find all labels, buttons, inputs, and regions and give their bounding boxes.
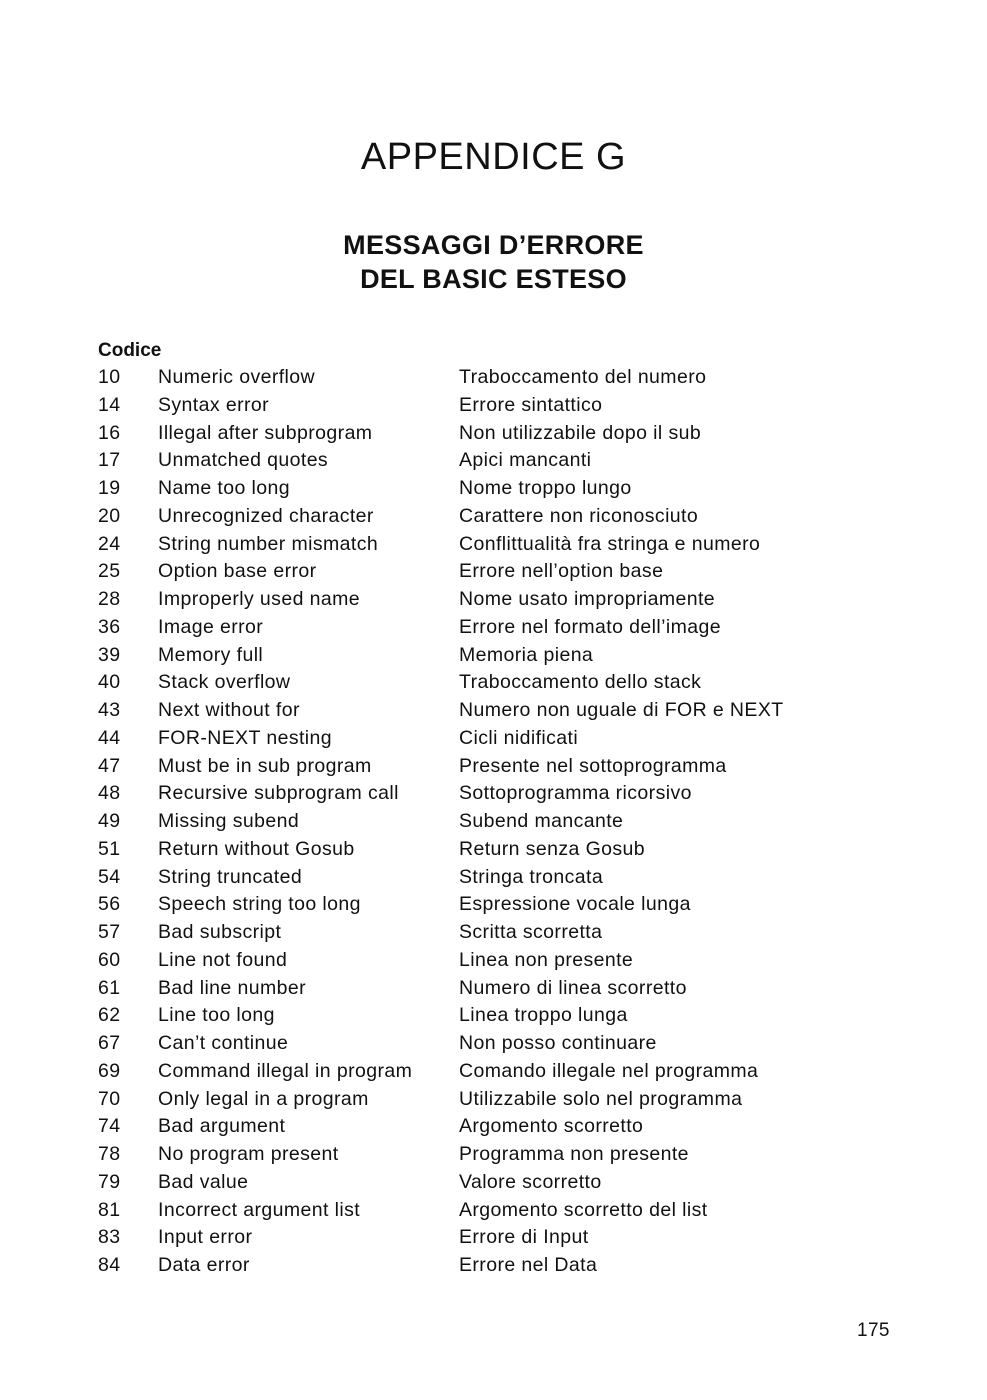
- error-message-english: Next without for: [158, 699, 300, 721]
- error-code: 20: [98, 504, 121, 527]
- error-message-italian: Scritta scorretta: [459, 921, 603, 943]
- table-row: [98, 1252, 858, 1280]
- error-code: 17: [98, 449, 121, 472]
- error-message-english: Return without Gosub: [158, 837, 355, 860]
- error-message-english: Bad subscript: [158, 921, 282, 943]
- error-message-english: Unmatched quotes: [158, 449, 329, 472]
- error-message-english: Missing subend: [158, 810, 300, 832]
- error-code: 60: [98, 948, 121, 971]
- error-message-english: Illegal after subprogram: [158, 421, 373, 444]
- table-row: [98, 531, 858, 559]
- table-row: [98, 975, 858, 1003]
- error-message-english: String truncated: [158, 865, 303, 888]
- error-message-english: Only legal in a program: [158, 1087, 369, 1110]
- table-row: [98, 1002, 858, 1030]
- error-message-italian: Non posso continuare: [459, 1032, 657, 1054]
- table-row: [98, 503, 858, 531]
- error-code: 61: [98, 976, 121, 999]
- error-message-italian: Return senza Gosub: [459, 837, 646, 860]
- table-row: [98, 1141, 858, 1169]
- error-message-english: Line not found: [158, 948, 288, 971]
- error-message-english: Name too long: [158, 477, 291, 499]
- error-message-italian: Stringa troncata: [459, 865, 604, 888]
- error-message-italian: Errore nel formato dell’image: [459, 615, 721, 638]
- error-message-english: Input error: [158, 1226, 253, 1249]
- error-message-english: Must be in sub program: [158, 754, 372, 777]
- error-code: 47: [98, 754, 121, 777]
- table-row: [98, 753, 858, 781]
- table-row: [98, 364, 858, 392]
- error-message-english: Incorrect argument list: [158, 1198, 361, 1221]
- error-code: 40: [98, 671, 121, 694]
- error-message-italian: Traboccamento dello stack: [459, 671, 702, 694]
- error-message-italian: Errore sintattico: [459, 393, 603, 416]
- error-code: 57: [98, 921, 121, 943]
- error-message-english: No program present: [158, 1143, 339, 1165]
- table-row: [98, 725, 858, 753]
- table-row: [98, 1030, 858, 1058]
- table-row: [98, 558, 858, 586]
- error-message-english: Recursive subprogram call: [158, 782, 399, 805]
- error-message-english: Data error: [158, 1254, 250, 1276]
- error-message-italian: Presente nel sottoprogramma: [459, 754, 727, 777]
- error-message-italian: Traboccamento del numero: [459, 366, 707, 388]
- error-code: 67: [98, 1032, 121, 1054]
- error-code: 51: [98, 837, 121, 860]
- error-message-italian: Memoria piena: [459, 643, 594, 666]
- error-code: 70: [98, 1087, 121, 1110]
- appendix-title: APPENDICE G: [360, 136, 627, 178]
- error-message-italian: Comando illegale nel programma: [459, 1059, 759, 1082]
- section-title-line-2: DEL BASIC ESTESO: [360, 264, 627, 294]
- section-title-line-1: MESSAGGI D’ERRORE: [343, 230, 644, 260]
- table-row: [98, 836, 858, 864]
- table-row: [98, 420, 858, 448]
- error-code: 48: [98, 782, 121, 805]
- table-row: [98, 808, 858, 836]
- error-message-english: Improperly used name: [158, 588, 361, 610]
- error-message-italian: Argomento scorretto del list: [459, 1198, 708, 1221]
- error-message-italian: Sottoprogramma ricorsivo: [459, 782, 692, 805]
- table-row: [98, 919, 858, 947]
- error-message-english: Memory full: [158, 643, 264, 666]
- error-message-italian: Errore nell’option base: [459, 560, 664, 583]
- error-message-italian: Errore di Input: [459, 1226, 589, 1249]
- error-code: 74: [98, 1115, 121, 1138]
- error-message-italian: Numero di linea scorretto: [459, 976, 687, 999]
- column-header-codice: Codice: [98, 340, 162, 361]
- error-message-english: Numeric overflow: [158, 366, 316, 388]
- error-message-english: Command illegal in program: [158, 1059, 413, 1082]
- table-row: [98, 614, 858, 642]
- error-code: 16: [98, 421, 121, 444]
- table-row: [98, 1197, 858, 1225]
- error-code-table: [98, 364, 858, 1280]
- error-code: 56: [98, 893, 121, 916]
- error-code: 49: [98, 810, 121, 832]
- error-message-english: Bad line number: [158, 976, 307, 999]
- error-message-english: Syntax error: [158, 393, 270, 416]
- table-row: [98, 947, 858, 975]
- table-row: [98, 1058, 858, 1086]
- error-code: 54: [98, 865, 121, 888]
- error-code: 79: [98, 1170, 121, 1193]
- error-code: 14: [98, 393, 121, 416]
- error-message-english: Stack overflow: [158, 671, 291, 694]
- error-code: 69: [98, 1059, 121, 1082]
- error-message-italian: Carattere non riconosciuto: [459, 504, 699, 527]
- error-code: 44: [98, 726, 121, 749]
- page-number: 175: [857, 1320, 890, 1341]
- table-row: [98, 475, 858, 503]
- error-code: 28: [98, 588, 121, 610]
- error-code: 81: [98, 1198, 121, 1221]
- error-code: 25: [98, 560, 121, 583]
- error-code: 24: [98, 532, 121, 555]
- error-message-italian: Errore nel Data: [459, 1254, 598, 1276]
- error-message-english: FOR-NEXT nesting: [158, 726, 333, 749]
- error-code: 78: [98, 1143, 121, 1165]
- error-message-italian: Non utilizzabile dopo il sub: [459, 421, 702, 444]
- table-row: [98, 780, 858, 808]
- error-message-italian: Conflittualità fra stringa e numero: [459, 532, 761, 555]
- error-code: 62: [98, 1004, 121, 1027]
- table-row: [98, 697, 858, 725]
- table-row: [98, 1086, 858, 1114]
- section-title: [0, 228, 987, 296]
- error-code: 36: [98, 615, 121, 638]
- table-row: [98, 1113, 858, 1141]
- error-message-english: Bad value: [158, 1170, 249, 1193]
- table-row: [98, 891, 858, 919]
- error-message-italian: Programma non presente: [459, 1143, 689, 1165]
- table-row: [98, 1169, 858, 1197]
- error-message-italian: Valore scorretto: [459, 1170, 602, 1193]
- error-message-english: Line too long: [158, 1004, 275, 1027]
- error-message-italian: Cicli nidificati: [459, 726, 579, 749]
- error-code: 43: [98, 699, 121, 721]
- table-row: [98, 864, 858, 892]
- error-message-english: Can’t continue: [158, 1032, 289, 1054]
- error-code: 10: [98, 366, 121, 388]
- error-message-italian: Utilizzabile solo nel programma: [459, 1087, 743, 1110]
- error-code: 39: [98, 643, 121, 666]
- error-code: 19: [98, 477, 121, 499]
- error-message-english: String number mismatch: [158, 532, 379, 555]
- table-row: [98, 392, 858, 420]
- table-row: [98, 586, 858, 614]
- table-row: [98, 447, 858, 475]
- error-message-english: Speech string too long: [158, 893, 361, 916]
- error-message-english: Option base error: [158, 560, 317, 583]
- error-message-italian: Numero non uguale di FOR e NEXT: [459, 699, 784, 721]
- error-code: 84: [98, 1254, 121, 1276]
- table-row: [98, 1224, 858, 1252]
- error-message-italian: Apici mancanti: [459, 449, 592, 472]
- error-message-italian: Nome usato impropriamente: [459, 588, 716, 610]
- table-row: [98, 642, 858, 670]
- error-message-english: Unrecognized character: [158, 504, 374, 527]
- error-message-italian: Linea troppo lunga: [459, 1004, 628, 1027]
- error-code: 83: [98, 1226, 121, 1249]
- error-message-italian: Argomento scorretto: [459, 1115, 644, 1138]
- error-message-italian: Subend mancante: [459, 810, 624, 832]
- error-message-italian: Espressione vocale lunga: [459, 893, 691, 916]
- table-row: [98, 669, 858, 697]
- error-message-italian: Nome troppo lungo: [459, 477, 632, 499]
- error-message-english: Bad argument: [158, 1115, 286, 1138]
- error-message-english: Image error: [158, 615, 264, 638]
- error-message-italian: Linea non presente: [459, 948, 634, 971]
